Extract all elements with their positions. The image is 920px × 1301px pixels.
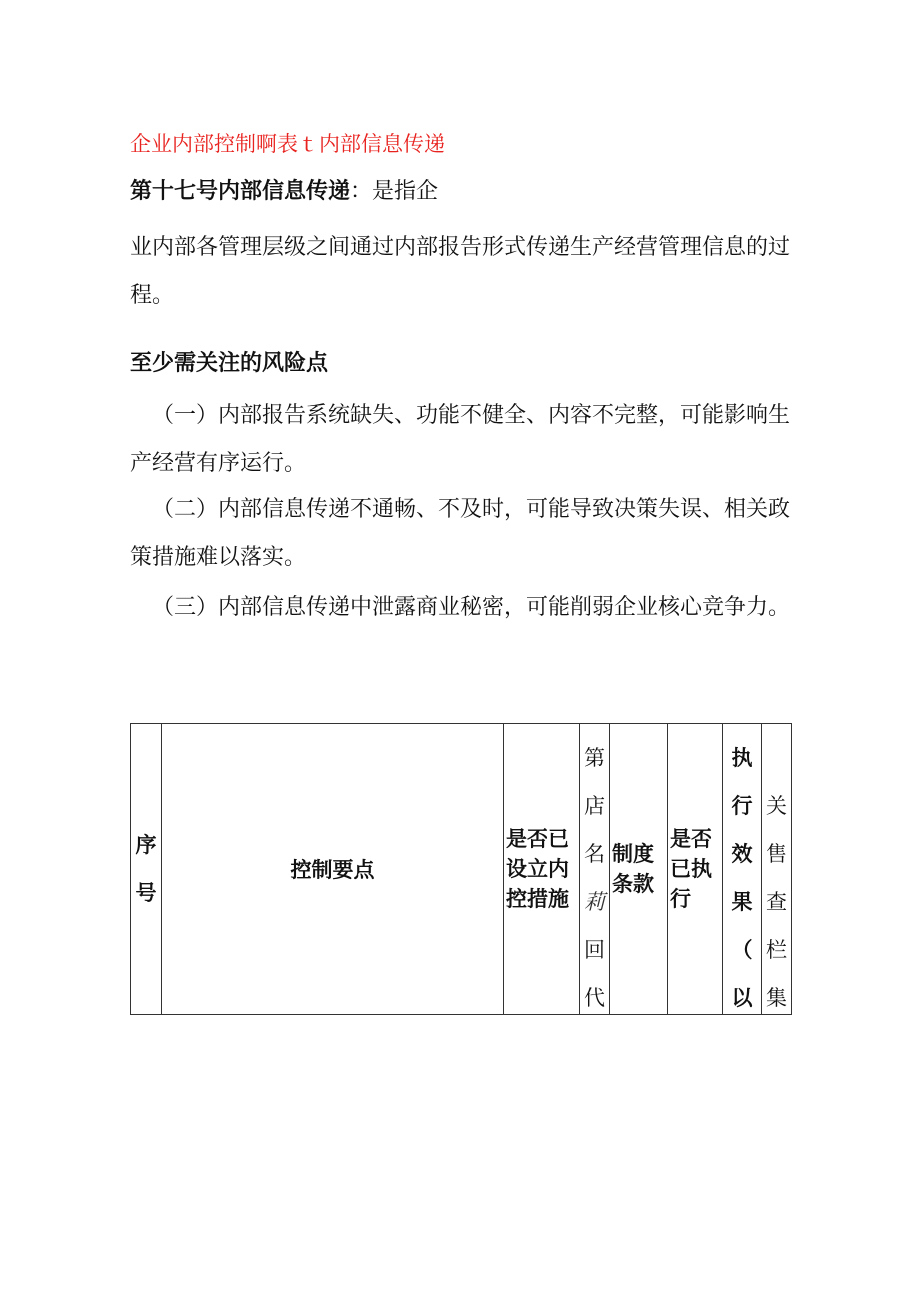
header-effect-char-2: 行 (731, 794, 753, 818)
header-established (504, 724, 580, 1015)
header-last-char-1: 关 (766, 794, 787, 818)
header-last-char-3: 查 (766, 890, 787, 914)
header-name-char-2: 店 (584, 794, 605, 818)
section-heading-rest: ：是指企 (350, 179, 439, 204)
document-title: 企业内部控制啊表ｔ内部信息传递 (130, 132, 445, 156)
header-executed-text: 是否已执行 (670, 827, 712, 911)
header-name-char-1: 第 (584, 746, 605, 770)
header-last-char-5: 集 (766, 986, 787, 1010)
header-name-char-5: 回 (584, 938, 605, 962)
risk-item-3: （三）内部信息传递中泄露商业秘密，可能削弱企业核心竞争力。 (152, 595, 791, 620)
risk-points-heading: 至少需关注的风险点 (130, 351, 329, 376)
header-effect-char-4: 果 (731, 890, 753, 914)
header-established-text: 是否已设立内控措施 (506, 827, 569, 911)
header-last-char-2: 售 (766, 842, 787, 866)
intro-paragraph: 业内部各管理层级之间通过内部报告形式传递生产经营管理信息的过程。 (130, 235, 791, 308)
header-last (762, 724, 792, 1015)
header-executed (668, 724, 723, 1015)
header-effect-char-6: 以 (731, 986, 753, 1010)
header-clause (610, 724, 668, 1015)
header-effect-char-3: 效 (731, 842, 753, 866)
header-clause-text: 制度条款 (612, 842, 654, 896)
header-name-char-3: 名 (584, 842, 605, 866)
header-seq-char-1: 序 (135, 833, 157, 857)
header-last-char-4: 栏 (766, 938, 787, 962)
header-seq (131, 724, 162, 1015)
risk-item-2: （二）内部信息传递不通畅、不及时，可能导致决策失误、相关政策措施难以落实。 (130, 497, 791, 570)
header-effect-char-1: 执 (731, 746, 753, 770)
header-control-point: 控制要点 (162, 724, 504, 1015)
table-header-row (131, 724, 792, 1015)
header-name-char-6: 代 (584, 986, 605, 1010)
section-heading (130, 176, 438, 208)
header-seq-char-2: 号 (135, 881, 157, 905)
header-name (580, 724, 610, 1015)
control-points-table (130, 723, 792, 1015)
header-effect-char-5: （ (731, 938, 753, 962)
header-effect (723, 724, 762, 1015)
header-name-char-4: 莉 (584, 890, 605, 914)
section-heading-bold: 第十七号内部信息传递 (130, 179, 351, 204)
risk-item-1: （一）内部报告系统缺失、功能不健全、内容不完整，可能影响生产经营有序运行。 (130, 403, 791, 476)
